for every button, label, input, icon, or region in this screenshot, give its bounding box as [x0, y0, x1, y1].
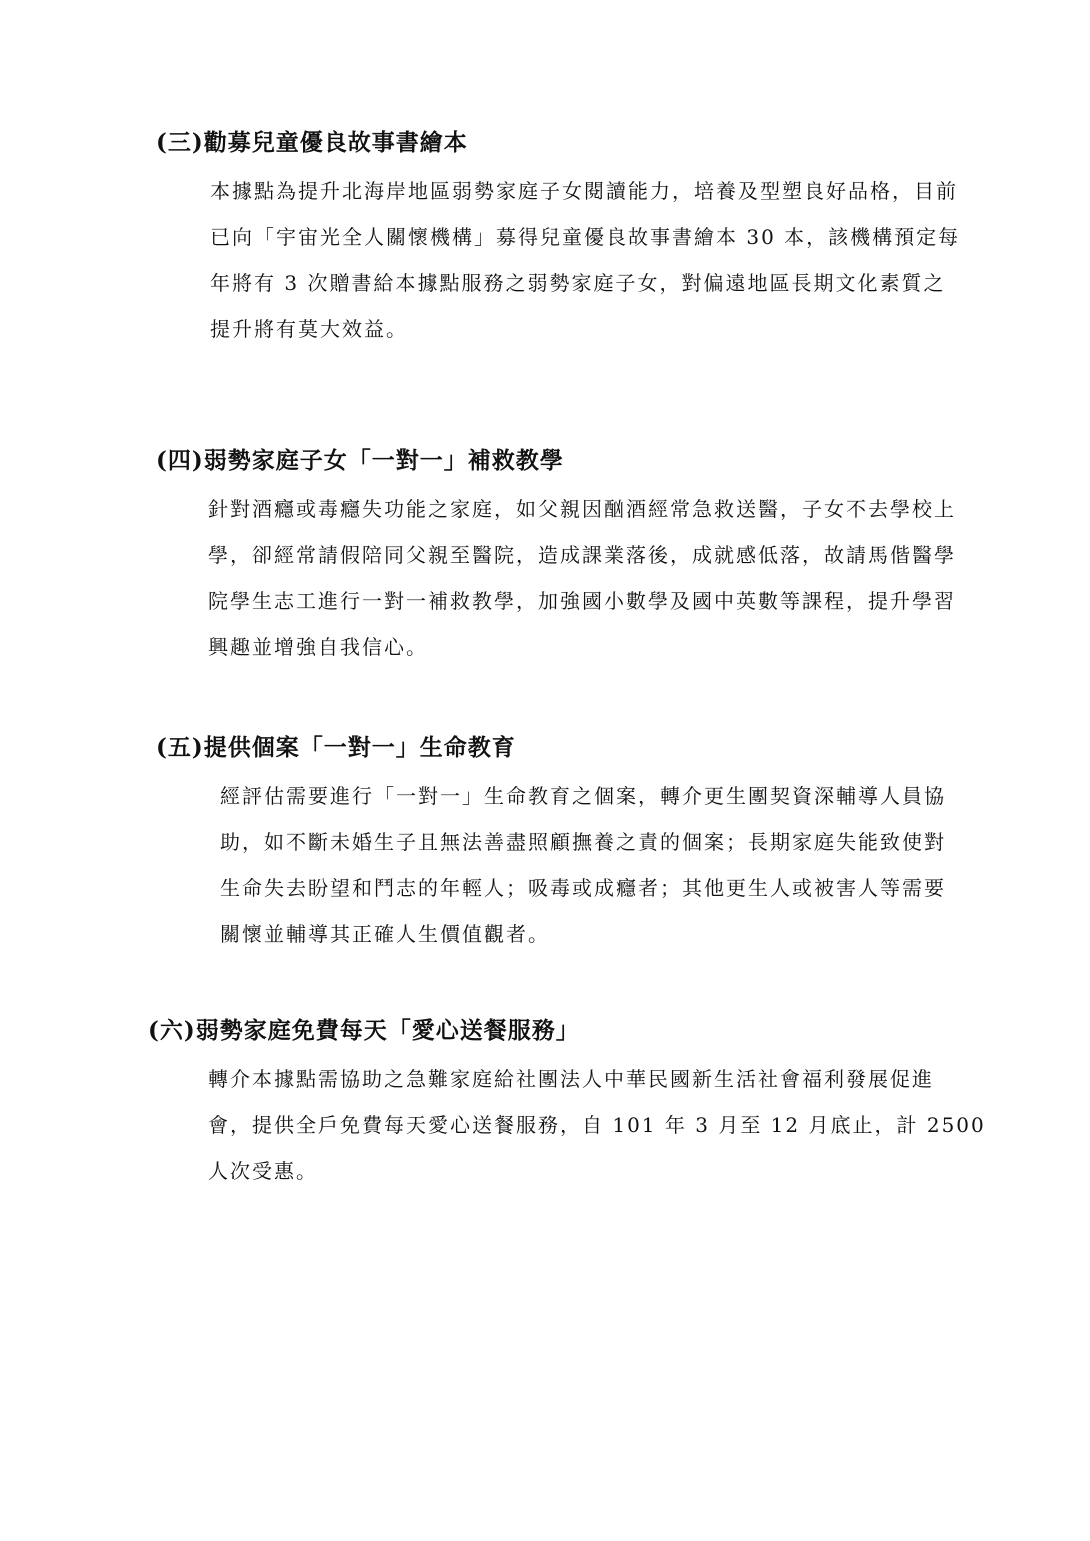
paragraph-line: 針對酒癮或毒癮失功能之家庭，如父親因酗酒經常急救送醫，子女不去學校上 — [208, 497, 956, 521]
section-paragraph — [156, 168, 1036, 352]
paragraph-line: 關懷並輔導其正確人生價值觀者。 — [220, 922, 550, 946]
section-heading: (六)弱勢家庭免費每天「愛心送餐服務」 — [148, 1017, 580, 1044]
paragraph-line: 人次受惠。 — [208, 1159, 318, 1183]
section-paragraph — [156, 773, 1036, 957]
paragraph-line: 經評估需要進行「一對一」生命教育之個案，轉介更生團契資深輔導人員協 — [220, 784, 946, 808]
section-heading: (四)弱勢家庭子女「一對一」補救教學 — [156, 447, 564, 474]
section-paragraph — [156, 486, 1036, 670]
paragraph-line: 會，提供全戶免費每天愛心送餐服務，自 101 年 3 月至 12 月底止，計 2500 — [208, 1113, 986, 1137]
paragraph-line: 助，如不斷未婚生子且無法善盡照顧撫養之責的個案；長期家庭失能致使對 — [220, 830, 946, 854]
section-heading: (五)提供個案「一對一」生命教育 — [156, 734, 516, 761]
paragraph-line: 本據點為提升北海岸地區弱勢家庭子女閱讀能力，培養及型塑良好品格，目前 — [210, 179, 958, 203]
section-paragraph — [148, 1056, 1028, 1194]
paragraph-line: 提升將有莫大效益。 — [210, 317, 408, 341]
paragraph-line: 年將有 3 次贈書給本據點服務之弱勢家庭子女，對偏遠地區長期文化素質之 — [210, 271, 946, 295]
paragraph-line: 院學生志工進行一對一補救教學，加強國小數學及國中英數等課程，提升學習 — [208, 589, 956, 613]
paragraph-line: 生命失去盼望和鬥志的年輕人；吸毒或成癮者；其他更生人或被害人等需要 — [220, 876, 946, 900]
section-fundraising-picture-books — [156, 128, 1036, 352]
paragraph-line: 興趣並增強自我信心。 — [208, 635, 428, 659]
paragraph-line: 已向「宇宙光全人關懷機構」募得兒童優良故事書繪本 30 本，該機構預定每 — [210, 225, 961, 249]
section-meal-delivery — [148, 1016, 1028, 1194]
section-heading: (三)勸募兒童優良故事書繪本 — [156, 129, 468, 156]
paragraph-line: 學，卻經常請假陪同父親至醫院，造成課業落後，成就感低落，故請馬偕醫學 — [208, 543, 956, 567]
paragraph-line: 轉介本據點需協助之急難家庭給社團法人中華民國新生活社會福利發展促進 — [208, 1067, 934, 1091]
section-life-education — [156, 733, 1036, 957]
section-one-on-one-tutoring — [156, 446, 1036, 670]
